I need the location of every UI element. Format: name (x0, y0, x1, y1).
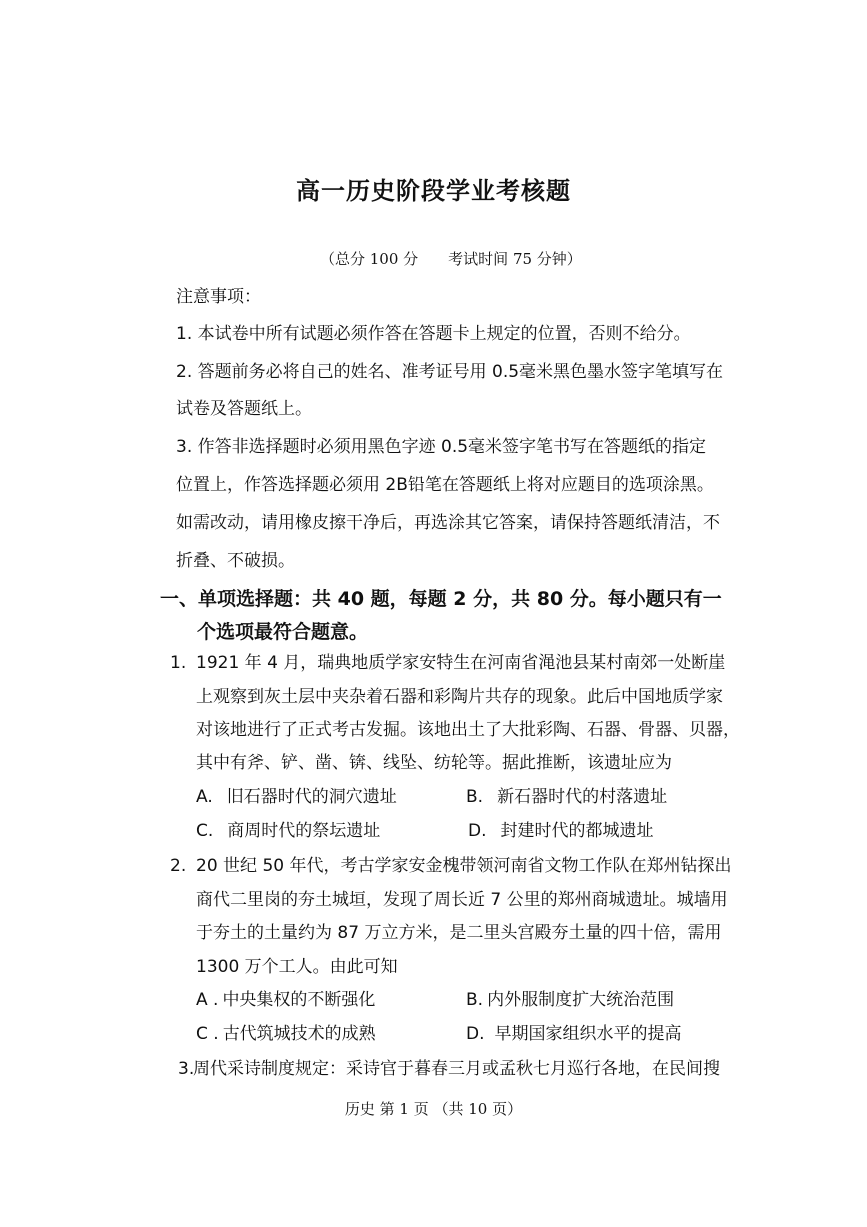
exam-meta (320, 249, 582, 269)
question-number: 3. (178, 1059, 195, 1079)
option-letter: B. (466, 787, 484, 807)
exam-title: 高一历史阶段学业考核题 (296, 176, 571, 205)
option-text: 中央集权的不断强化 (222, 990, 376, 1010)
question-1-line: 1921 年 4 月，瑞典地质学家安特生在河南省渑池县某村南郊一处断崖 (196, 653, 726, 673)
notice-line: 折叠、不破损。 (176, 551, 295, 571)
page-footer: 历史 第 1 页 （共 10 页） (344, 1100, 523, 1118)
question-2-line: 20 世纪 50 年代，考古学家安金槐带领河南省文物工作队在郑州钻探出 (196, 856, 732, 876)
question-2-line: 1300 万个工人。由此可知 (196, 957, 398, 977)
option-text: 内外服制度扩大统治范围 (487, 990, 675, 1010)
question-1-option-b (466, 786, 667, 808)
notice-line: 2. 答题前务必将自己的姓名、准考证号用 0.5毫米黑色墨水签字笔填写在 (176, 362, 724, 382)
question-number: 2. (170, 856, 187, 876)
notice-line: 试卷及答题纸上。 (176, 399, 312, 419)
notice-line: 位置上，作答选择题必须用 2B铅笔在答题纸上将对应题目的选项涂黑。 (176, 475, 714, 495)
section-heading: 一、单项选择题：共 40 题，每题 2 分，共 80 分。每小题只有一 (160, 588, 722, 610)
option-text: 商周时代的祭坛遗址 (227, 821, 381, 841)
question-2-option-c (196, 1023, 376, 1045)
question-number: 1. (170, 653, 187, 673)
question-2-option-b (466, 989, 674, 1011)
option-letter: C . (196, 1024, 219, 1044)
question-2-option-d (466, 1023, 682, 1045)
question-3-line: 周代采诗制度规定：采诗官于暮春三月或孟秋七月巡行各地，在民间搜 (193, 1059, 720, 1079)
option-letter: C. (196, 821, 214, 841)
question-2-line: 于夯土的土量约为 87 万立方米，是二里头宫殿夯土量的四十倍，需用 (196, 923, 722, 943)
question-2-option-a (196, 989, 375, 1011)
total-score: （总分 100 分 (320, 250, 419, 268)
exam-duration: 考试时间 75 分钟） (448, 250, 582, 268)
option-text: 早期国家组织水平的提高 (494, 1024, 682, 1044)
option-letter: A. (196, 787, 213, 807)
notice-line: 3. 作答非选择题时必须用黑色字迹 0.5毫米签字笔书写在答题纸的指定 (176, 437, 707, 457)
option-text: 旧石器时代的洞穴遗址 (226, 787, 397, 807)
option-text: 古代筑城技术的成熟 (222, 1024, 376, 1044)
option-letter: B. (466, 990, 484, 1010)
notice-line: 如需改动，请用橡皮擦干净后，再选涂其它答案，请保持答题纸清洁，不 (176, 513, 720, 533)
question-1-line: 对该地进行了正式考古发掘。该地出土了大批彩陶、石器、骨器、贝器， (196, 720, 740, 740)
option-letter: A . (196, 990, 219, 1010)
option-letter: D. (468, 821, 487, 841)
option-text: 新石器时代的村落遗址 (497, 787, 668, 807)
option-letter: D. (466, 1024, 485, 1044)
option-text: 封建时代的都城遗址 (500, 821, 654, 841)
question-1-line: 上观察到灰土层中夹杂着石器和彩陶片共存的现象。此后中国地质学家 (196, 687, 723, 707)
question-2-line: 商代二里岗的夯土城垣，发现了周长近 7 公里的郑州商城遗址。城墙用 (196, 890, 728, 910)
question-1-line: 其中有斧、铲、凿、锛、线坠、纺轮等。据此推断，该遗址应为 (196, 753, 672, 773)
notice-heading: 注意事项： (176, 287, 261, 307)
section-heading-cont: 个选项最符合题意。 (197, 621, 369, 643)
notice-line: 1. 本试卷中所有试题必须作答在答题卡上规定的位置，否则不给分。 (176, 324, 691, 344)
question-1-option-c (196, 820, 380, 842)
question-1-option-a (196, 786, 397, 808)
question-1-option-d (468, 820, 654, 842)
